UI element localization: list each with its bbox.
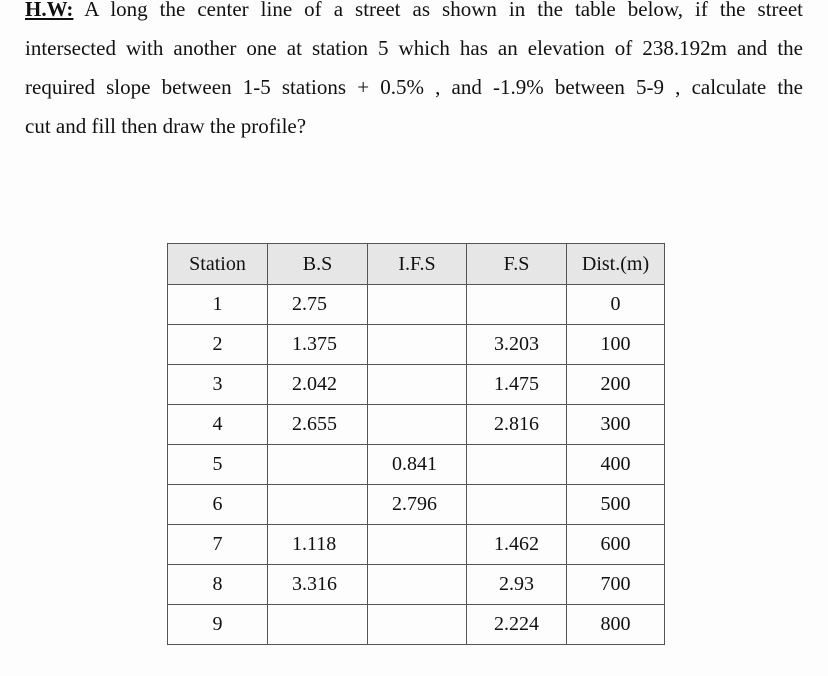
table-row: [168, 485, 665, 525]
cell-station: 9: [168, 605, 268, 645]
header-fs: F.S: [467, 244, 567, 285]
cell-bs: 2.042: [268, 365, 368, 405]
cell-bs: [268, 445, 368, 485]
cell-bs: 2.655: [268, 405, 368, 445]
cell-station: 7: [168, 525, 268, 565]
question-line-3: required slope between 1-5 stations + 0.5% , and -1.9% between 5-9 , calculate the: [25, 75, 803, 99]
cell-bs: [268, 605, 368, 645]
hw-label: H.W:: [25, 0, 74, 21]
cell-ifs: [368, 405, 467, 445]
cell-station: 2: [168, 325, 268, 365]
cell-dist: 700: [567, 565, 665, 605]
cell-fs: 1.462: [467, 525, 567, 565]
cell-dist: 600: [567, 525, 665, 565]
cell-fs: 2.816: [467, 405, 567, 445]
cell-ifs: [368, 605, 467, 645]
table-row: [168, 565, 665, 605]
cell-fs: 2.224: [467, 605, 567, 645]
cell-station: 3: [168, 365, 268, 405]
header-bs: B.S: [268, 244, 368, 285]
cell-station: 8: [168, 565, 268, 605]
question-text-1: A long the center line of a street as shown in the table below, if the street: [84, 0, 803, 21]
cell-fs: 1.475: [467, 365, 567, 405]
cell-fs: [467, 285, 567, 325]
cell-ifs: [368, 325, 467, 365]
table-row: [168, 525, 665, 565]
leveling-table: [167, 243, 665, 645]
table-row: [168, 285, 665, 325]
table-row: [168, 365, 665, 405]
cell-dist: 100: [567, 325, 665, 365]
cell-ifs: [368, 365, 467, 405]
cell-bs: 1.118: [268, 525, 368, 565]
cell-fs: 3.203: [467, 325, 567, 365]
table-header-row: [168, 244, 665, 285]
header-ifs: I.F.S: [368, 244, 467, 285]
cell-station: 4: [168, 405, 268, 445]
cell-ifs: 2.796: [368, 485, 467, 525]
cell-ifs: [368, 525, 467, 565]
cell-ifs: [368, 285, 467, 325]
cell-dist: 300: [567, 405, 665, 445]
cell-dist: 0: [567, 285, 665, 325]
table-row: [168, 325, 665, 365]
cell-bs: 3.316: [268, 565, 368, 605]
question-line-4: cut and fill then draw the profile?: [25, 114, 307, 138]
cell-fs: [467, 445, 567, 485]
table-row: [168, 405, 665, 445]
cell-bs: [268, 485, 368, 525]
table-row: [168, 445, 665, 485]
cell-station: 1: [168, 285, 268, 325]
cell-fs: [467, 485, 567, 525]
homework-question: [25, 0, 803, 146]
cell-station: 6: [168, 485, 268, 525]
cell-fs: 2.93: [467, 565, 567, 605]
cell-ifs: [368, 565, 467, 605]
cell-dist: 400: [567, 445, 665, 485]
question-line-1: [25, 0, 803, 29]
cell-dist: 500: [567, 485, 665, 525]
cell-dist: 800: [567, 605, 665, 645]
table-row: [168, 605, 665, 645]
question-line-2: intersected with another one at station 5 which has an elevation of 238.192m and the: [25, 36, 803, 60]
cell-ifs: 0.841: [368, 445, 467, 485]
cell-bs: 2.75: [268, 285, 368, 325]
header-station: Station: [168, 244, 268, 285]
cell-bs: 1.375: [268, 325, 368, 365]
cell-station: 5: [168, 445, 268, 485]
table-body: [168, 285, 665, 645]
cell-dist: 200: [567, 365, 665, 405]
header-dist: Dist.(m): [567, 244, 665, 285]
